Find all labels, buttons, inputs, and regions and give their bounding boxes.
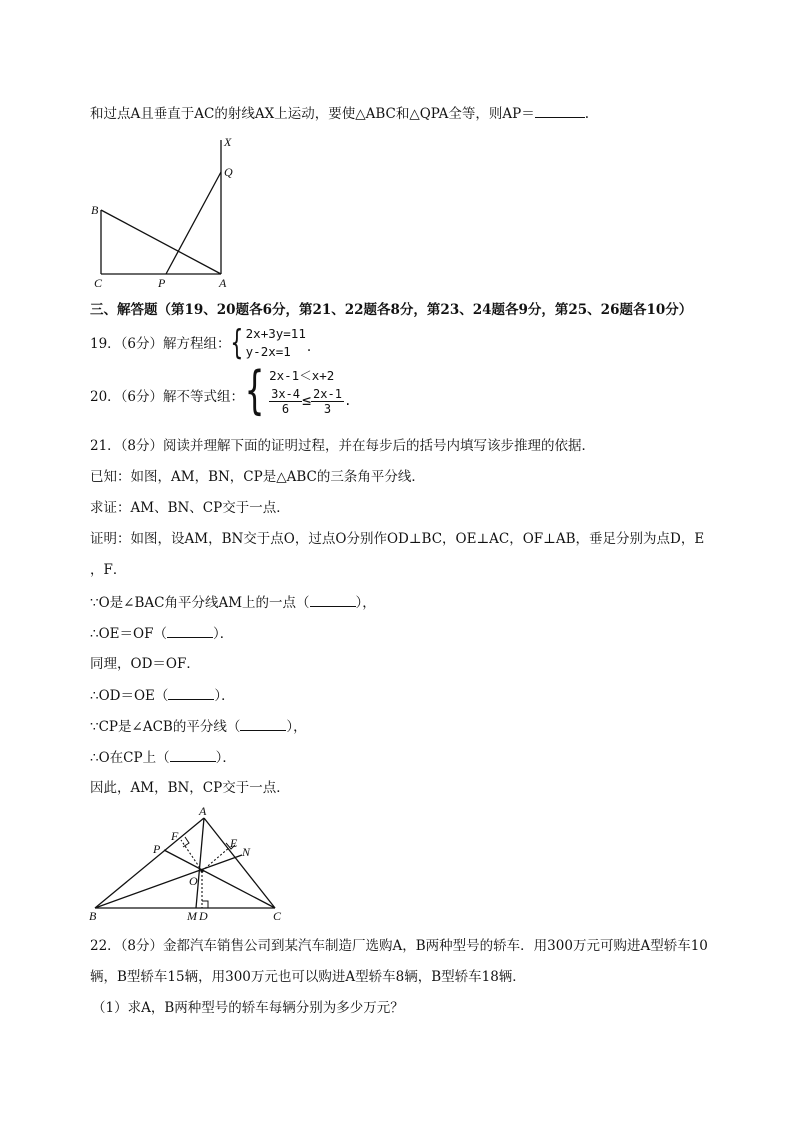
q21-intro: 21．（8分）阅读并理解下面的证明过程，并在每步后的括号内填写该步推理的依据．: [90, 438, 596, 454]
right-angle-mark-d: [202, 901, 208, 908]
q20-fraction-1: [269, 387, 302, 416]
q19-system: [226, 325, 311, 361]
label-f: F: [171, 829, 179, 843]
q18-statement: 和过点A且垂直于AC的射线AX上运动，要使△ABC和△QPA全等，则AP＝: [90, 106, 535, 122]
q21-step-6: [90, 748, 236, 767]
label-d: D: [199, 909, 208, 923]
figure-2: [85, 805, 315, 925]
q20-row1-left: 2x-1: [269, 367, 300, 383]
label-c: C: [273, 909, 282, 923]
step-text-end: ）．: [215, 750, 236, 766]
q20-prefix: 20．（6分）解不等式组：: [90, 389, 245, 405]
q21-conclusion: 因此，AM，BN，CP交于一点．: [90, 780, 290, 796]
label-a: A: [219, 276, 227, 290]
q21-proof-line-1b: ，F．: [90, 562, 127, 578]
q21-step-5: [90, 717, 307, 736]
label-b: B: [89, 909, 97, 923]
step-text: ∵O是∠BAC角平分线AM上的一点（: [90, 595, 310, 611]
q21-step-2: [90, 624, 233, 643]
step-text-end: ），: [286, 719, 307, 735]
q22-part-1: （1）求A，B两种型号的轿车每辆分别为多少万元？: [92, 1000, 404, 1016]
q20-row1: [269, 367, 351, 385]
q21-step-3: 同理，OD＝OF．: [90, 656, 200, 672]
label-m: M: [187, 909, 197, 923]
q21-proof-line-1: 证明：如图，设AM，BN交于点O，过点O分别作OD⊥BC，OE⊥AC，OF⊥AB，垂足分别为点D，E: [90, 531, 705, 547]
step-4-blank[interactable]: [168, 686, 214, 700]
q21-step-1: [90, 593, 376, 612]
brace-icon: {: [244, 361, 265, 421]
label-e: E: [230, 836, 238, 850]
right-angle-mark-f: [183, 837, 189, 847]
label-q: Q: [224, 165, 233, 179]
brace-icon: {: [230, 323, 244, 363]
segment-ba: [101, 210, 221, 274]
fraction-denominator: 6: [281, 401, 290, 416]
step-text-end: ）．: [214, 688, 235, 704]
label-x: X: [224, 135, 232, 149]
segment-of: [181, 840, 202, 871]
step-text: ∵CP是∠ACB的平分线（: [90, 719, 241, 735]
label-n: N: [242, 845, 251, 859]
q18-text: [90, 104, 589, 123]
q20-fraction-2: [311, 387, 344, 416]
figure-1: [80, 132, 340, 292]
label-b: B: [91, 203, 99, 217]
step-text: ∴OD＝OE（: [90, 688, 169, 704]
segment-oe: [202, 847, 230, 871]
q20-row2: [269, 387, 351, 416]
q21-step-4: [90, 686, 235, 705]
step-text: ∴O在CP上（: [90, 750, 170, 766]
q22-line-2: 辆，B型轿车15辆，用300万元也可以购进A型轿车8辆，B型轿车18辆．: [90, 969, 526, 985]
q20-row1-right: x+2: [311, 367, 335, 383]
fraction-numerator: 2x-1: [313, 386, 342, 401]
label-p: P: [158, 276, 166, 290]
q19-eq2: y-2x=1: [245, 344, 291, 359]
step-text-end: ），: [355, 595, 376, 611]
q21-given: 已知：如图，AM，BN，CP是△ABC的三条角平分线．: [90, 469, 425, 485]
step-2-blank[interactable]: [167, 624, 213, 638]
point-o: [200, 869, 203, 872]
q20-suffix: .: [343, 392, 352, 408]
segment-cp: [164, 850, 275, 908]
step-text: ∴OE＝OF（: [90, 626, 167, 642]
fraction-denominator: 3: [323, 401, 332, 416]
q22-line-1: 22．（8分）金都汽车销售公司到某汽车制造厂选购A，B两种型号的轿车．用300万元可购进A型轿车10: [90, 938, 708, 954]
q20-system: [238, 361, 352, 421]
q18-answer-blank[interactable]: [535, 104, 585, 118]
label-a: A: [199, 805, 207, 818]
label-p: P: [153, 842, 161, 856]
q19-prefix: 19．（6分）解方程组：: [90, 336, 231, 352]
q19-eq1: 2x+3y=11: [245, 326, 306, 341]
segment-bn: [95, 855, 242, 908]
step-5-blank[interactable]: [240, 717, 286, 731]
step-1-blank[interactable]: [310, 593, 356, 607]
label-o: O: [189, 874, 198, 888]
step-6-blank[interactable]: [170, 748, 216, 762]
step-text-end: ）．: [212, 626, 234, 642]
fraction-numerator: 3x-4: [271, 386, 300, 401]
q19-suffix: .: [306, 339, 312, 355]
label-c: C: [94, 276, 103, 290]
q20-row2-symbol: ≤: [302, 390, 312, 409]
q20-row1-symbol: ＜: [299, 367, 312, 383]
segment-ac: [204, 818, 275, 908]
q18-end: .: [584, 106, 589, 122]
section-3-heading: 三、解答题（第19、20题各6分，第21、22题各8分，第23、24题各9分，第25、26题各10分）: [90, 302, 693, 318]
q21-prove: 求证：AM、BN、CP交于一点．: [90, 500, 290, 516]
